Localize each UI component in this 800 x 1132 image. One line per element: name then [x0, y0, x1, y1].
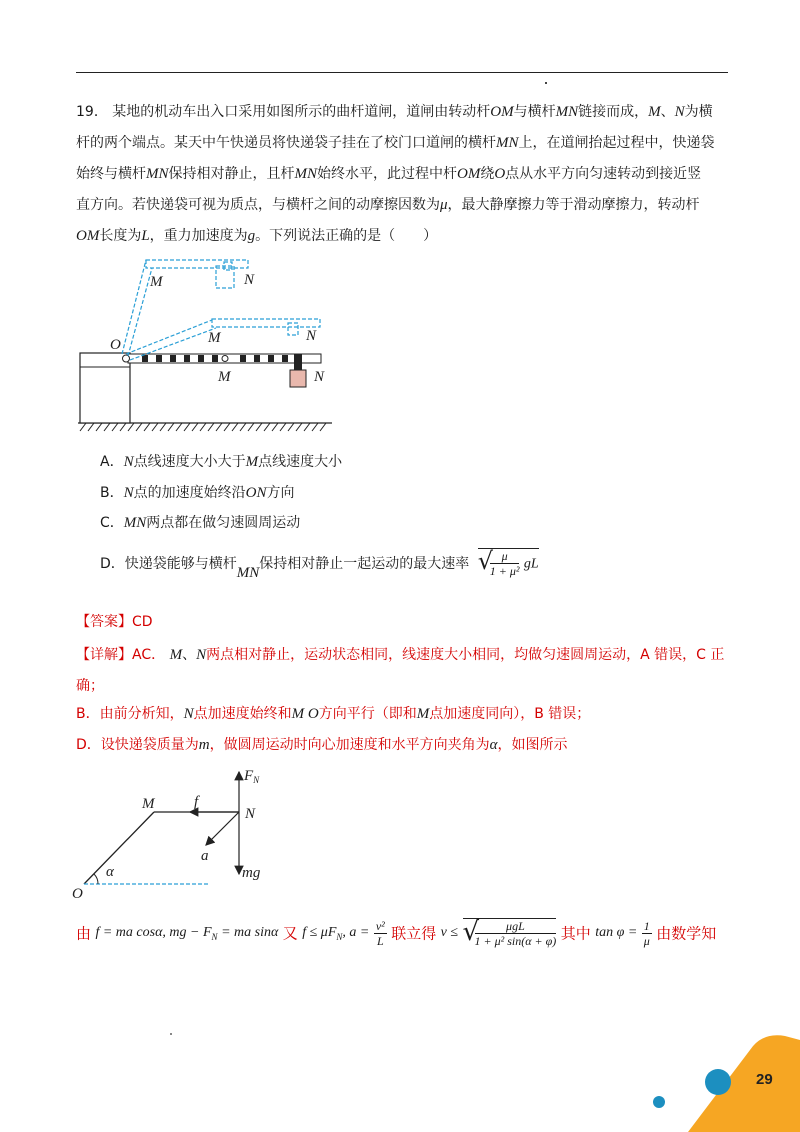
- analysis-line-4: D．设快递袋质量为m，做圆周运动时向心加速度和水平方向夹角为α，如图所示: [76, 737, 568, 753]
- angle-arc: [94, 874, 98, 884]
- label-FN: $F_N$: [244, 768, 260, 785]
- label-f: f: [194, 794, 199, 810]
- derivation-sqrt: √ $\frac{\text{μgL}}{\text{1 + μ² sin(α + φ)}}$: [462, 917, 557, 948]
- header-rule: [76, 72, 728, 73]
- fig2-label-O: O: [72, 886, 83, 902]
- question-line-5: OM长度为L，重力加速度为g。下列说法正确的是（ ）: [76, 228, 438, 244]
- corner-teal-circle-large: [705, 1069, 731, 1095]
- analysis-line-3: B．由前分析知，N点加速度始终和M O方向平行（即和M点加速度同向），B 错误；: [76, 706, 591, 722]
- fig1-label-M-bottom: M: [218, 369, 231, 385]
- gate-diagram: [70, 250, 340, 440]
- fig1-label-N-top: N: [244, 272, 255, 288]
- dashed-position-2: [122, 260, 248, 356]
- option-D: D．快递袋能够与横杆MN保持相对静止一起运动的最大速率 √ $\frac{\mu}{\text{1 + μ²}}$ gL: [100, 547, 539, 581]
- fig1-label-M-mid: M: [208, 330, 221, 346]
- gate-post: [80, 353, 130, 423]
- answer-value: CD: [132, 614, 153, 630]
- corner-orange-shape: [688, 1035, 800, 1132]
- question-line-3: 始终与横杆MN保持相对静止，且杆MN始终水平，此过程中杆OM绕O点从水平方向匀速转动到接近竖: [76, 166, 702, 182]
- fig1-label-N-bottom: N: [314, 369, 325, 385]
- analysis-line-1: 【详解】AC． M、N两点相对静止，运动状态相同，线速度大小相同，均做匀速圆周运动，A 错误，C 正: [76, 647, 725, 663]
- question-line-1: 19． 某地的机动车出入口采用如图所示的曲杆道闸，道闸由转动杆OM与横杆MN链接而成，M、N为横: [76, 104, 713, 120]
- option-A: A．N点线速度大小大于M点线速度大小: [100, 454, 343, 470]
- header-dot: [545, 82, 547, 84]
- hanger: [294, 354, 302, 372]
- option-D-formula: √ $\frac{\mu}{\text{1 + μ²}}$ gL: [477, 547, 539, 578]
- analysis-line-2: 确；: [76, 678, 104, 694]
- fig1-label-N-mid: N: [306, 328, 317, 344]
- fig1-label-M-top: M: [150, 274, 163, 290]
- arrow-a: [206, 812, 239, 845]
- option-C: C．MN两点都在做匀速圆周运动: [100, 515, 301, 531]
- footer-dot: [170, 1033, 172, 1035]
- fig1-label-O: O: [110, 337, 121, 353]
- question-line-2: 杆的两个端点。某天中午快递员将快递袋子挂在了校门口道闸的横杆MN上，在道闸抬起过程中，快递袋: [76, 135, 715, 151]
- fig2-label-M: M: [142, 796, 155, 812]
- label-mg: mg: [242, 865, 261, 881]
- ground-hatch: [80, 423, 326, 431]
- corner-teal-circle-small: [653, 1096, 665, 1108]
- answer-line: 【答案】CD: [76, 614, 153, 630]
- question-line-4: 直方向。若快递袋可视为质点，与横杆之间的动摩擦因数为μ，最大静摩擦力等于滑动摩擦力，转动杆: [76, 197, 700, 213]
- label-alpha: α: [106, 864, 114, 880]
- point-M-marker: [222, 356, 228, 362]
- label-a: a: [201, 848, 209, 864]
- derivation-line: 由 f = ma cosα, mg − $F_N$ = ma sinα 又 $f \le \mu F_N$, a = $\frac{\text{v²}}{L}$ 联立得 v ≤ √ $\frac{\text{μgL}}{\text{1 + μ² sin(α + φ)}}$ 其中 tan φ = $\frac{1}{\mu}$ 由数学知: [76, 917, 717, 948]
- fig2-label-N: N: [245, 806, 256, 822]
- page-number: 29: [756, 1071, 773, 1088]
- parcel: [290, 370, 306, 387]
- corner-decoration: [640, 1030, 800, 1132]
- question-number: 19．: [76, 104, 108, 120]
- force-diagram: [64, 762, 284, 902]
- option-B: B．N点的加速度始终沿ON方向: [100, 485, 295, 501]
- rod-OM: [84, 812, 154, 884]
